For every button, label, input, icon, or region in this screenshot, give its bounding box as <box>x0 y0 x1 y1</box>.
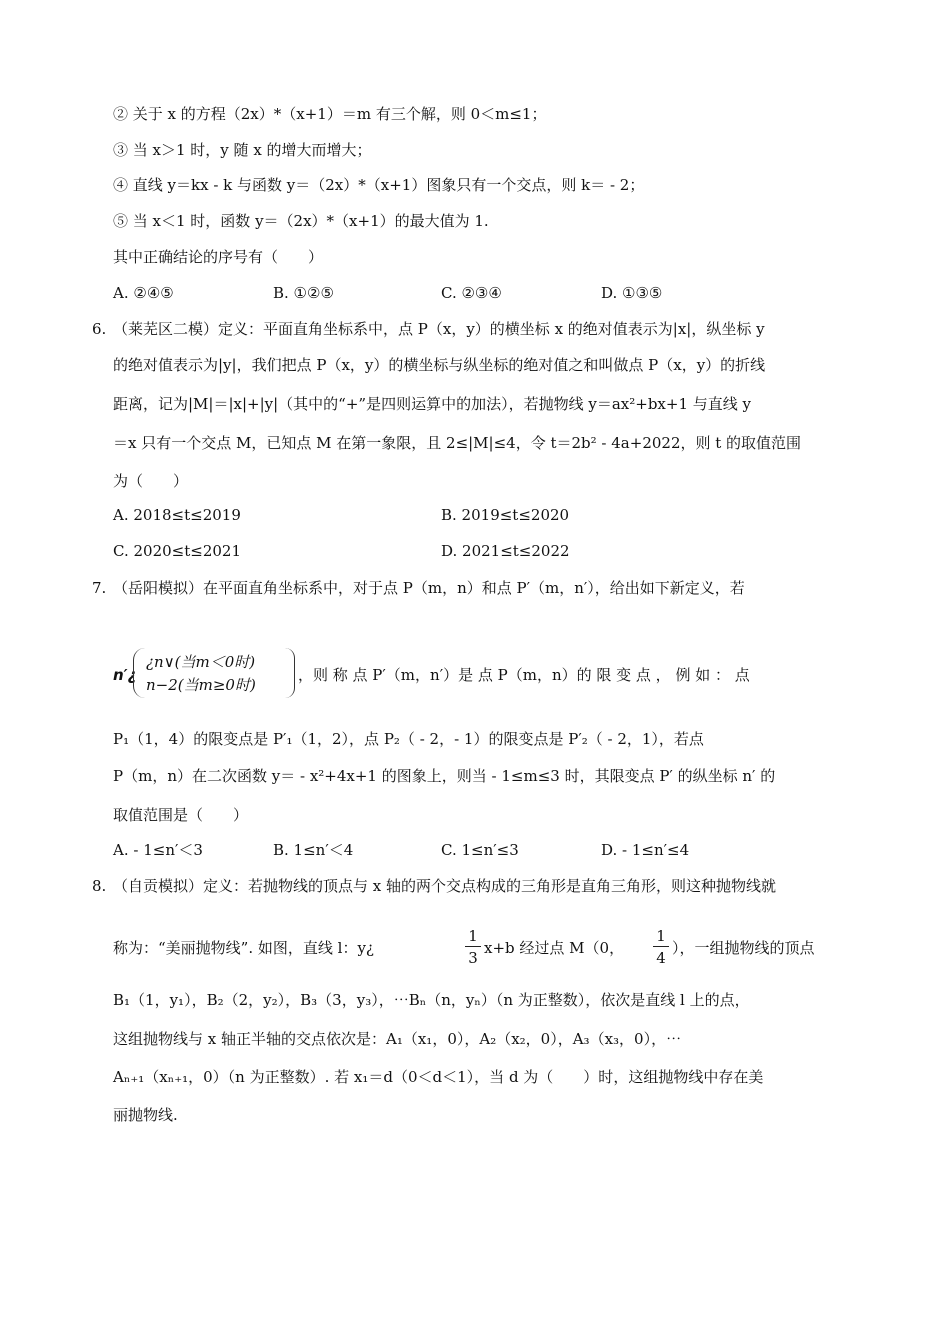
q6-number: 6. <box>92 320 107 338</box>
q5-prompt: 其中正确结论的序号有（ ） <box>113 248 324 266</box>
q8-fraction-1-denominator: 3 <box>468 949 478 967</box>
q7-line-1: （岳阳模拟）在平面直角坐标系中，对于点 P（m，n）和点 P′（m，n′），给出如下新定义，若 <box>113 579 745 597</box>
q5-statement-2: ② 关于 x 的方程（2x）*（x+1）＝m 有三个解，则 0＜m≤1； <box>113 105 547 123</box>
q6-line-2: 的绝对值表示为|y|，我们把点 P（x，y）的横坐标与纵坐标的绝对值之和叫做点 P（x，y）的折线 <box>113 356 766 374</box>
q8-fraction-2-bar <box>653 946 669 947</box>
q6-option-c: C. 2020≤t≤2021 <box>113 542 241 560</box>
q8-line-4: 这组抛物线与 x 轴正半轴的交点依次是：A₁（x₁，0），A₂（x₂，0），A₃（x₃，0），⋯ <box>113 1030 682 1048</box>
q7-line-5: 取值范围是（ ） <box>113 806 249 824</box>
q7-number: 7. <box>92 579 107 597</box>
q7-option-d: D. - 1≤n′≤4 <box>601 841 690 859</box>
q5-statement-4: ④ 直线 y＝kx - k 与函数 y＝（2x）*（x+1）图象只有一个交点，则 k＝ - 2； <box>113 176 645 194</box>
q8-line-2-part-a: 称为：“美丽抛物线”. 如图，直线 l：y¿ <box>113 939 374 957</box>
q8-line-2-part-b: x+b 经过点 M（0， <box>484 939 625 957</box>
q8-fraction-1-numerator: 1 <box>468 927 478 945</box>
q7-right-paren <box>282 648 295 698</box>
q7-piecewise-lead: n′¿ <box>113 666 137 684</box>
q7-option-c: C. 1≤n′≤3 <box>441 841 519 859</box>
q6-option-a: A. 2018≤t≤2019 <box>113 506 241 524</box>
q8-fraction-1-bar <box>465 946 481 947</box>
q8-line-5: Aₙ₊₁（xₙ₊₁，0）（n 为正整数）. 若 x₁＝d（0＜d＜1），当 d 为（ ）时，这组抛物线中存在美 <box>113 1068 764 1086</box>
q5-statement-5: ⑤ 当 x＜1 时，函数 y＝（2x）*（x+1）的最大值为 1. <box>113 212 489 230</box>
q8-line-2-part-c: ），一组抛物线的顶点 <box>672 939 815 957</box>
q6-option-b: B. 2019≤t≤2020 <box>441 506 570 524</box>
q5-option-a: A. ②④⑤ <box>113 284 174 302</box>
q6-line-5: 为（ ） <box>113 472 189 490</box>
q7-line-2-tail: ，则 称 点 P′（m，n′）是 点 P（m，n）的 限 变 点 ， 例 如 ： 点 <box>298 666 750 684</box>
q5-option-b: B. ①②⑤ <box>273 284 334 302</box>
q7-option-b: B. 1≤n′＜4 <box>273 841 354 859</box>
q5-statement-3: ③ 当 x＞1 时，y 随 x 的增大而增大； <box>113 141 372 159</box>
q7-line-3: P₁（1，4）的限变点是 P′₁（1，2），点 P₂（ - 2，- 1）的限变点是 P′₂（ - 2，1），若点 <box>113 730 704 748</box>
q5-option-d: D. ①③⑤ <box>601 284 663 302</box>
q8-line-1: （自贡模拟）定义：若抛物线的顶点与 x 轴的两个交点构成的三角形是直角三角形，则这种抛物线就 <box>113 877 777 895</box>
q8-number: 8. <box>92 877 107 895</box>
q7-option-a: A. - 1≤n′＜3 <box>113 841 203 859</box>
q8-fraction-2-numerator: 1 <box>656 927 666 945</box>
q6-line-4: ＝x 只有一个交点 M，已知点 M 在第一象限，且 2≤|M|≤4，令 t＝2b² - 4a+2022，则 t 的取值范围 <box>113 434 802 452</box>
q8-fraction-2-denominator: 4 <box>656 949 666 967</box>
q5-option-c: C. ②③④ <box>441 284 502 302</box>
q6-line-1: （莱芜区二模）定义：平面直角坐标系中，点 P（x，y）的横坐标 x 的绝对值表示为|x|，纵坐标 y <box>113 320 765 338</box>
q7-line-4: P（m，n）在二次函数 y＝ - x²+4x+1 的图象上，则当 - 1≤m≤3 时，其限变点 P′ 的纵坐标 n′ 的 <box>113 767 776 785</box>
q7-case-1: ¿n∨(当m＜0时) <box>146 653 256 671</box>
q6-option-d: D. 2021≤t≤2022 <box>441 542 570 560</box>
q8-line-6: 丽抛物线. <box>113 1106 178 1124</box>
q6-line-3: 距离，记为|M|＝|x|+|y|（其中的“+”是四则运算中的加法），若抛物线 y＝ax²+bx+1 与直线 y <box>113 395 752 413</box>
q8-line-3: B₁（1，y₁），B₂（2，y₂），B₃（3，y₃），⋯Bₙ（n，yₙ）（n 为正整数），依次是直线 l 上的点， <box>113 991 750 1009</box>
q7-case-2: n−2(当m≥0时) <box>146 676 256 694</box>
